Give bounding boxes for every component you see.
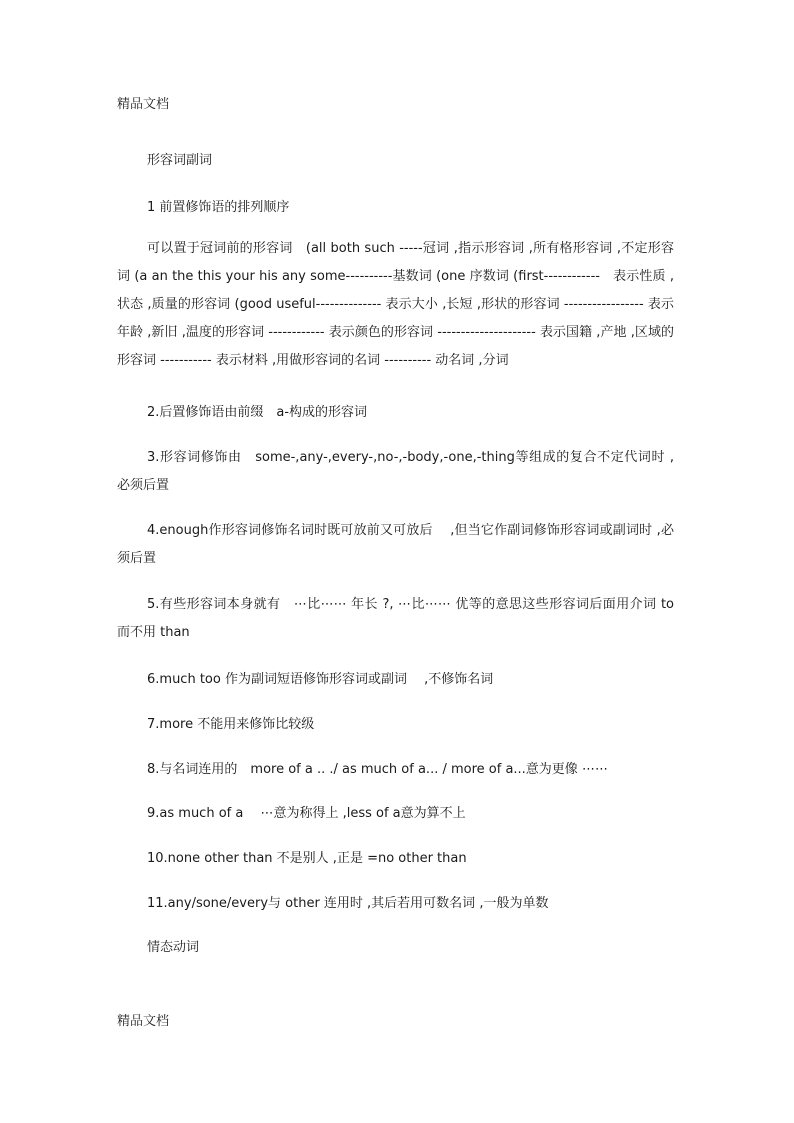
section-title: 形容词副词 — [147, 153, 213, 168]
section-heading-2: 情态动词 — [147, 940, 200, 955]
list-item-2: 2.后置修饰语由前缀 a-构成的形容词 — [147, 405, 368, 420]
list-item-7: 7.more 不能用来修饰比较级 — [147, 717, 315, 732]
list-item-10: 10.none other than 不是别人 ,正是 =no other than — [147, 851, 467, 866]
list-item-9: 9.as much of a ⋯意为称得上 ,less of a意为算不上 — [147, 806, 466, 821]
page-header: 精品文档 — [117, 97, 170, 112]
section-heading-1: 1 前置修饰语的排列顺序 — [147, 200, 290, 215]
list-item-3: 3.形容词修饰由 some-,any-,every-,no-,-body,-one,-thing等组成的复合不定代词时 ,必须后置 — [117, 450, 674, 493]
list-item-6: 6.much too 作为副词短语修饰形容词或副词 ,不修饰名词 — [147, 672, 494, 687]
list-item-11: 11.any/sone/every与 other 连用时 ,其后若用可数名词 ,一般为单数 — [147, 896, 549, 911]
paragraph-adjective-order: 可以置于冠词前的形容词 (all both such -----冠词 ,指示形容词 ,所有格形容词 ,不定形容词 (a an the this your his any some----------基数词 (one 序数词 (first------------ 表示性质 ,状态 ,质量的形容词 (good useful-------------- 表示大小 ,长短 ,形状的形容词 ----------------- 表示年龄 ,新旧 ,温度的形容词 ------------ 表示颜色的形容词 --------------------- 表示国籍 ,产地 ,区域的形容词 ----------- 表示材料 ,用做形容词的名词 ---------- 动名词 ,分词 — [117, 241, 674, 368]
list-item-8: 8.与名词连用的 more of a .. ./ as much of a... / more of a...意为更像 ⋯⋯ — [147, 762, 608, 777]
page-footer: 精品文档 — [117, 1014, 170, 1029]
list-item-5: 5.有些形容词本身就有 ⋯比⋯⋯ 年长 ?, ⋯比⋯⋯ 优等的意思这些形容词后面用介词 to 而不用 than — [117, 597, 674, 640]
list-item-4: 4.enough作形容词修饰名词时既可放前又可放后 ,但当它作副词修饰形容词或副词时 ,必须后置 — [117, 523, 674, 566]
